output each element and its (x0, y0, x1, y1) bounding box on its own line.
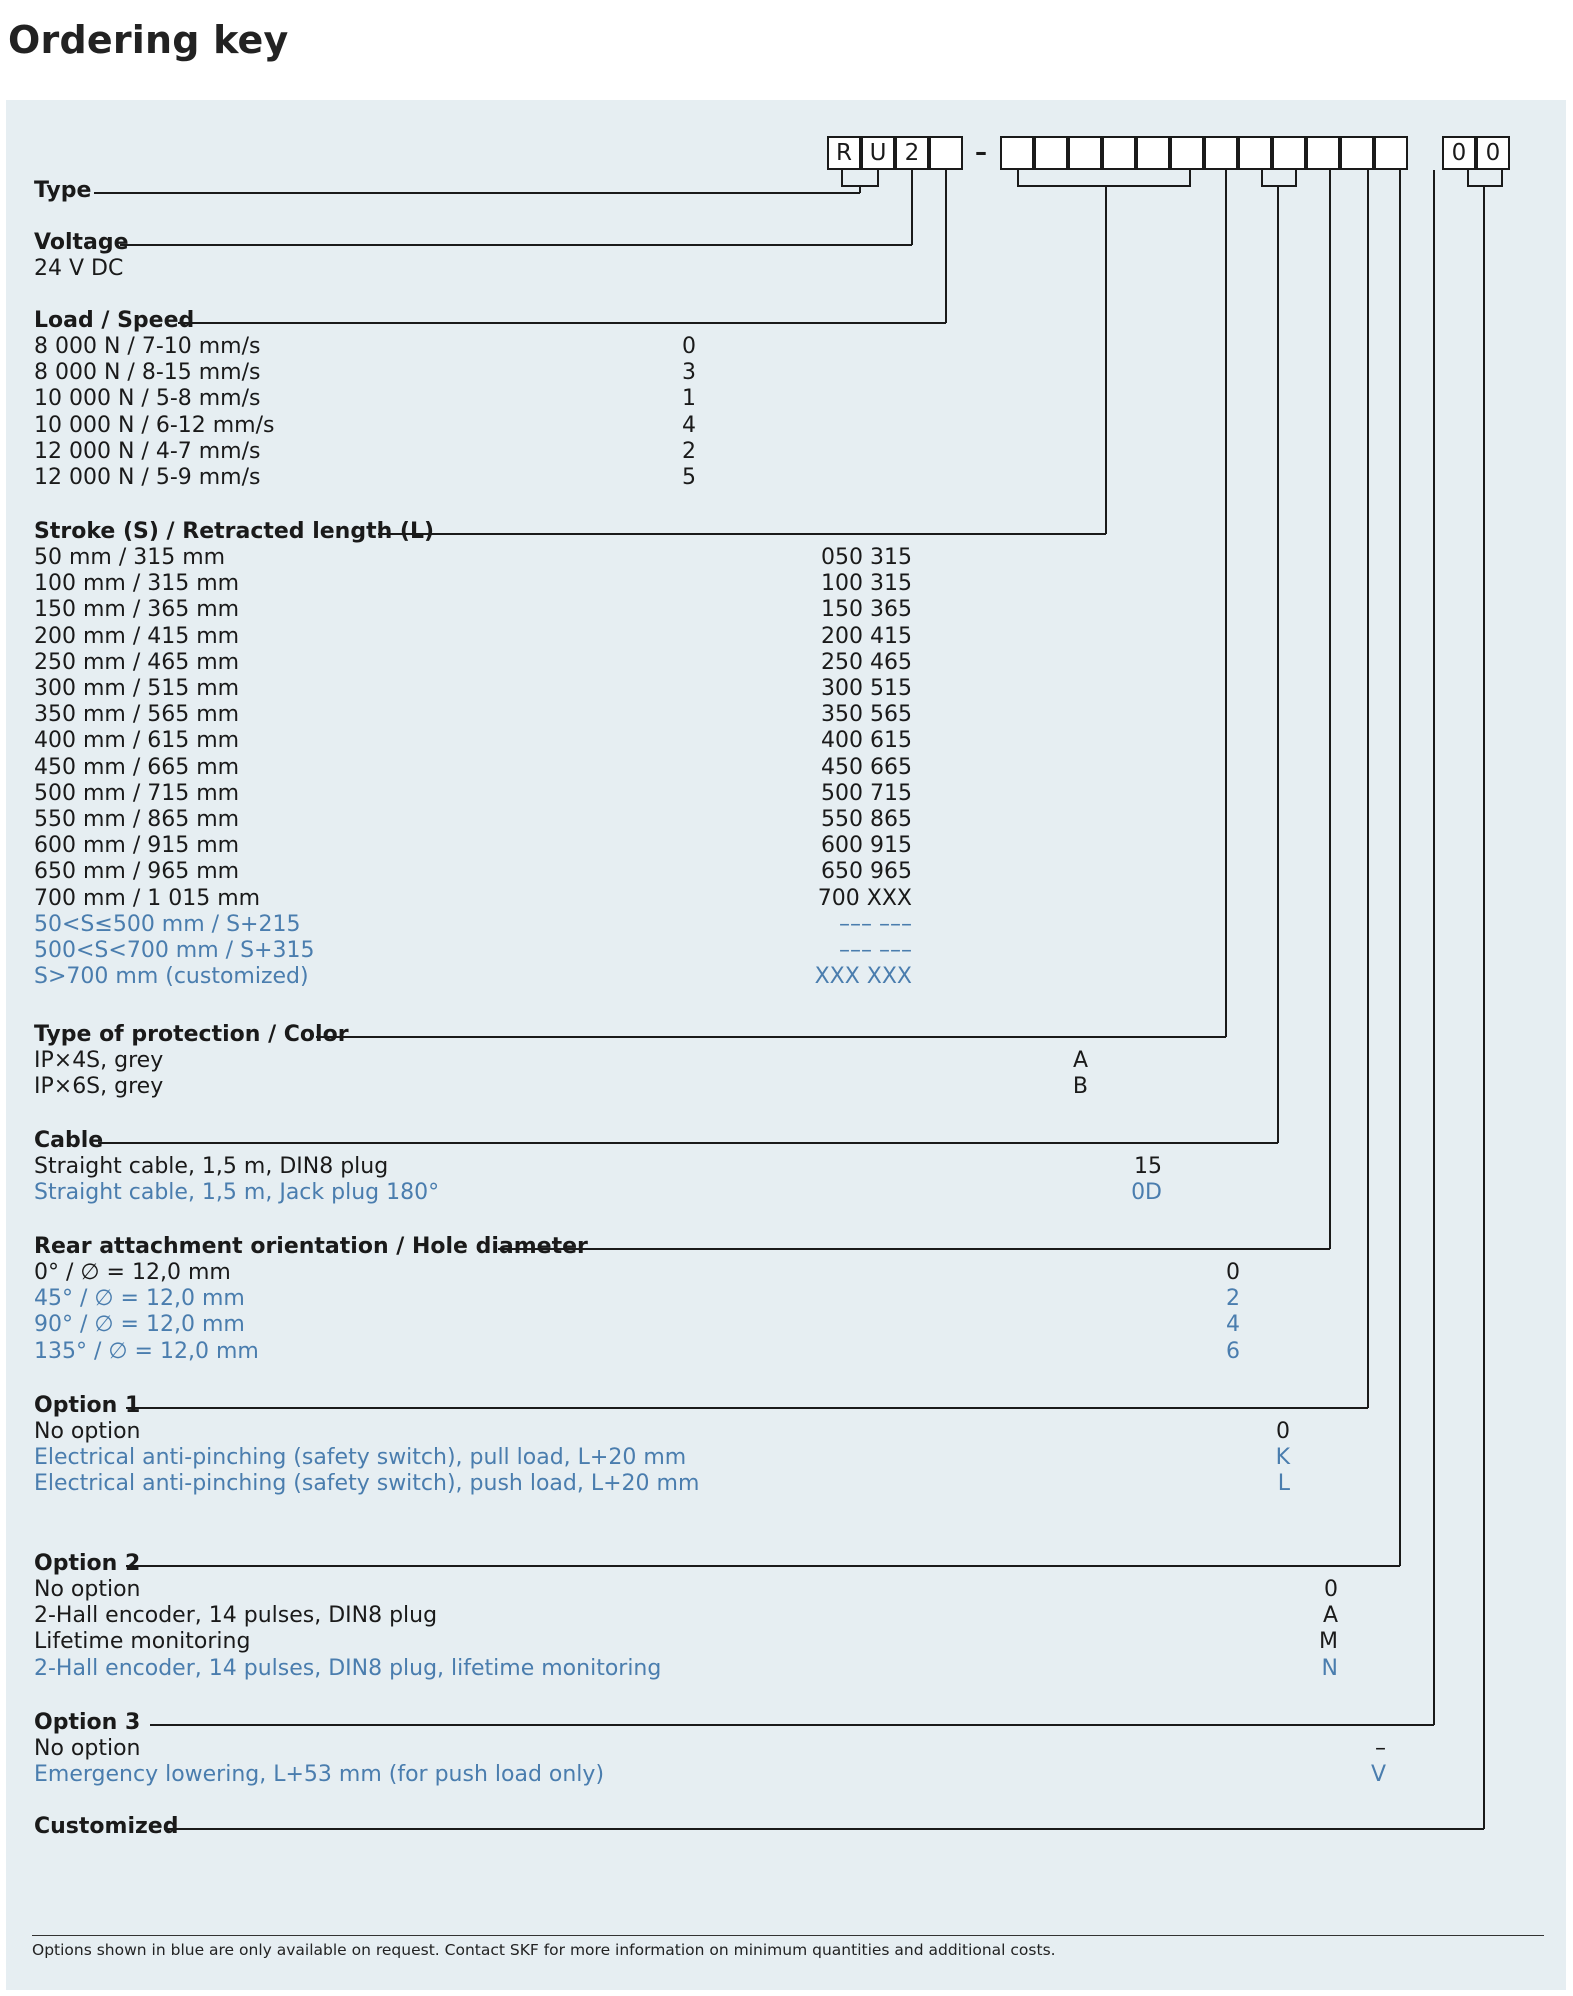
code-box (1136, 136, 1170, 170)
option-label: 24 V DC (34, 256, 124, 281)
connector-bracket (1262, 170, 1296, 186)
option-code: 200 415 (821, 623, 912, 649)
option-code: M (1319, 1629, 1338, 1655)
option-label: Straight cable, 1,5 m, Jack plug 180° (34, 1180, 440, 1206)
section-heading-option3: Option 3 (34, 1710, 141, 1735)
option-code: A (1072, 1048, 1088, 1073)
page-title: Ordering key (8, 18, 289, 62)
option-code: 150 365 (821, 597, 912, 623)
option-label: 450 mm / 665 mm (34, 754, 240, 780)
option-code: B (1072, 1074, 1088, 1100)
code-box (1272, 136, 1306, 170)
option-label: No option (34, 1736, 141, 1761)
option-label: 350 mm / 565 mm (34, 702, 240, 728)
option-label: 550 mm / 865 mm (34, 807, 240, 832)
option-label: 12 000 N / 5-9 mm/s (34, 465, 261, 490)
section-heading-option1: Option 1 (34, 1393, 141, 1418)
code-box (1238, 136, 1272, 170)
option-code: 2 (682, 438, 696, 464)
code-separator: – (975, 138, 987, 166)
option-label: No option (34, 1419, 141, 1444)
connector-bracket (1468, 170, 1502, 186)
code-box (1374, 136, 1408, 170)
option-code: 0 (1226, 1260, 1240, 1285)
option-code: 2 (1226, 1286, 1240, 1312)
option-code: 100 315 (821, 571, 912, 597)
option-label: 135° / ∅ = 12,0 mm (34, 1338, 259, 1364)
code-box (1034, 136, 1068, 170)
option-label: 650 mm / 965 mm (34, 859, 240, 885)
option-label: Straight cable, 1,5 m, DIN8 plug (34, 1154, 389, 1179)
option-label: 45° / ∅ = 12,0 mm (34, 1286, 245, 1312)
code-box (1000, 136, 1034, 170)
option-label: Electrical anti-pinching (safety switch), pull load, L+20 mm (34, 1445, 687, 1471)
option-label: S>700 mm (customized) (34, 964, 309, 990)
section-heading-type: Type (34, 178, 92, 203)
option-code: 700 XXX (817, 885, 912, 911)
option-code: 3 (682, 360, 696, 386)
option-code: 0 (682, 334, 696, 359)
option-code: 400 615 (821, 728, 912, 754)
option-label: 90° / ∅ = 12,0 mm (34, 1312, 245, 1338)
option-label: 400 mm / 615 mm (34, 728, 240, 754)
section-heading-protection: Type of protection / Color (34, 1022, 349, 1047)
code-box (1170, 136, 1204, 170)
code-box (929, 136, 963, 170)
option-label: Emergency lowering, L+53 mm (for push load only) (34, 1762, 605, 1788)
option-code: N (1321, 1655, 1338, 1681)
option-code: 500 715 (821, 780, 912, 806)
option-code: 250 465 (821, 649, 912, 675)
option-code: A (1322, 1603, 1338, 1629)
option-code: 600 915 (821, 833, 912, 859)
option-label: 200 mm / 415 mm (34, 623, 240, 649)
option-code: 0D (1131, 1180, 1162, 1206)
option-label: 700 mm / 1 015 mm (34, 885, 261, 911)
option-code: 4 (1226, 1312, 1240, 1338)
option-label: 2-Hall encoder, 14 pulses, DIN8 plug, lifetime monitoring (34, 1655, 662, 1681)
option-code: ––– ––– (839, 938, 912, 963)
option-label: 250 mm / 465 mm (34, 649, 240, 675)
option-label: 2-Hall encoder, 14 pulses, DIN8 plug (34, 1603, 438, 1629)
option-code: 550 865 (821, 807, 912, 832)
option-code: 4 (682, 412, 696, 438)
option-label: 300 mm / 515 mm (34, 676, 240, 701)
option-label: 500 mm / 715 mm (34, 780, 240, 806)
option-code: 15 (1134, 1154, 1162, 1179)
option-label: No option (34, 1577, 141, 1602)
footnote: Options shown in blue are only available on request. Contact SKF for more information on minimum quantities and additional costs. (32, 1941, 1056, 1959)
option-label: 500<S<700 mm / S+315 (34, 938, 315, 963)
option-code: – (1375, 1736, 1386, 1761)
option-code: K (1275, 1445, 1290, 1471)
section-heading-rear: Rear attachment orientation / Hole diameter (34, 1234, 588, 1259)
option-code: 0 (1324, 1577, 1338, 1602)
option-label: 600 mm / 915 mm (34, 833, 240, 859)
code-box (1204, 136, 1238, 170)
code-box: 0 (1442, 136, 1476, 170)
option-label: IP×6S, grey (34, 1074, 164, 1100)
option-code: L (1277, 1471, 1290, 1497)
option-label: 50 mm / 315 mm (34, 545, 226, 570)
option-label: 10 000 N / 6-12 mm/s (34, 412, 275, 438)
option-code: XXX XXX (814, 964, 912, 990)
code-box: R (827, 136, 861, 170)
option-code: 0 (1276, 1419, 1290, 1444)
option-label: 10 000 N / 5-8 mm/s (34, 386, 261, 412)
option-code: 1 (682, 386, 696, 412)
connector-bracket (1018, 170, 1190, 186)
option-label: 150 mm / 365 mm (34, 597, 240, 623)
section-heading-option2: Option 2 (34, 1551, 141, 1576)
option-code: 350 565 (821, 702, 912, 728)
option-label: IP×4S, grey (34, 1048, 164, 1073)
section-heading-voltage: Voltage (34, 230, 129, 255)
option-label: 100 mm / 315 mm (34, 571, 240, 597)
option-code: 050 315 (821, 545, 912, 570)
section-heading-load-speed: Load / Speed (34, 308, 195, 333)
option-code: 5 (682, 465, 696, 490)
option-label: Electrical anti-pinching (safety switch), push load, L+20 mm (34, 1471, 700, 1497)
option-label: 50<S≤500 mm / S+215 (34, 911, 301, 937)
code-box (1340, 136, 1374, 170)
connector-bracket (842, 170, 878, 186)
section-heading-customized: Customized (34, 1814, 179, 1839)
code-box (1102, 136, 1136, 170)
code-box: 0 (1476, 136, 1510, 170)
option-label: 8 000 N / 8-15 mm/s (34, 360, 261, 386)
section-heading-cable: Cable (34, 1128, 104, 1153)
option-label: 12 000 N / 4-7 mm/s (34, 438, 261, 464)
option-label: 0° / ∅ = 12,0 mm (34, 1260, 231, 1285)
code-box (1306, 136, 1340, 170)
option-code: 450 665 (821, 754, 912, 780)
code-box (1068, 136, 1102, 170)
option-code: 6 (1226, 1338, 1240, 1364)
option-code: 650 965 (821, 859, 912, 885)
option-code: 300 515 (821, 676, 912, 701)
option-label: 8 000 N / 7-10 mm/s (34, 334, 261, 359)
option-code: V (1370, 1762, 1386, 1788)
code-box: 2 (895, 136, 929, 170)
section-heading-stroke: Stroke (S) / Retracted length (L) (34, 519, 435, 544)
option-code: ––– ––– (839, 911, 912, 937)
code-box: U (861, 136, 895, 170)
option-label: Lifetime monitoring (34, 1629, 251, 1655)
footnote-rule (32, 1935, 1544, 1936)
